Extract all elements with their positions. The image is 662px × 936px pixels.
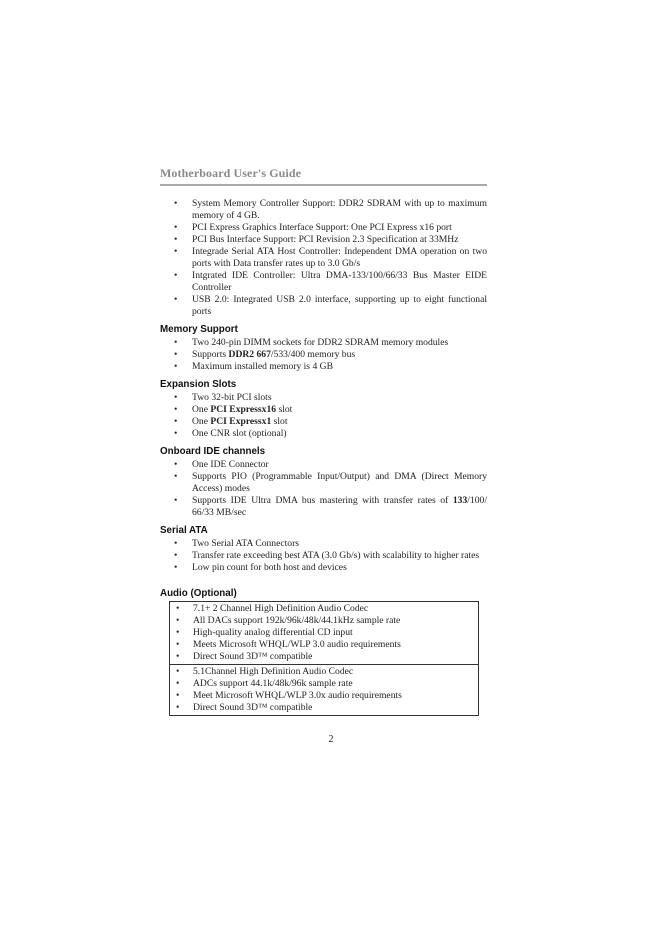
bullet-icon: • [174,270,178,281]
list-item [160,550,487,562]
list-item-text: Supports [192,349,229,360]
list-item [170,627,474,639]
section-title-ide: Onboard IDE channels [160,446,266,457]
list-item-text: One IDE Connector [192,459,269,470]
expansion-list [160,392,487,440]
list-item-text: Two Serial ATA Connectors [192,538,300,549]
section-title-expansion: Expansion Slots [160,379,237,390]
list-item [160,198,487,222]
list-item-text: System Memory Controller Support: DDR2 SDRAM with up to maximum memory of 4 GB. [192,198,487,221]
list-item [160,361,487,373]
audio-group-7-1 [170,602,478,664]
list-item-text: PCI Bus Interface Support: PCI Revision 2.3 Specification at 33MHz [192,234,459,245]
page-number: 2 [328,734,334,745]
list-item [170,603,474,615]
list-item [170,666,474,678]
list-item [170,651,474,663]
list-item-emphasis: DDR2 667 [228,349,271,360]
list-item-text: One [192,404,211,415]
list-item [160,392,487,404]
list-item [160,459,487,471]
list-item [160,471,487,495]
audio-list [170,666,474,714]
list-item-text: slot [276,404,293,415]
list-item [170,702,474,714]
intro-list [160,198,487,318]
bullet-icon: • [174,337,178,348]
list-item-text: Supports PIO (Programmable Input/Output) and DMA (Direct Memory Access) modes [192,471,487,494]
list-item [160,246,487,270]
list-item [160,538,487,550]
bullet-icon: • [176,603,180,614]
bullet-icon: • [176,639,180,650]
list-item-text: USB 2.0: Integrated USB 2.0 interface, supporting up to eight functional ports [192,294,487,317]
list-item-text: Integrade Serial ATA Host Controller: Independent DMA operation on two ports with Data transfer rates up to 3.0 Gb/s [192,246,487,269]
list-item-text: Supports IDE Ultra DMA bus mastering with transfer rates of [192,495,453,506]
list-item-text: ADCs support 44.1k/48k/96k sample rate [193,678,353,689]
page-content [160,198,487,716]
list-item [160,222,487,234]
bullet-icon: • [174,392,178,403]
list-item-text: Low pin count for both host and devices [192,562,347,573]
list-item [160,270,487,294]
list-item-text: Transfer rate exceeding best ATA (3.0 Gb/s) with scalability to higher rates [192,550,480,561]
audio-table [169,601,479,716]
bullet-icon: • [174,471,178,482]
list-item-text: PCI Express Graphics Interface Support: One PCI Express x16 port [192,222,452,233]
list-item-text: 7.1+ 2 Channel High Definition Audio Codec [193,603,369,614]
bullet-icon: • [174,428,178,439]
list-item-text: /100/ 66/33 MB/sec [192,495,487,518]
bullet-icon: • [174,246,178,257]
list-item-text: High-quality analog differential CD input [193,627,353,638]
bullet-icon: • [174,459,178,470]
bullet-icon: • [176,651,180,662]
bullet-icon: • [174,538,178,549]
list-item [170,639,474,651]
list-item-text: /533/400 memory bus [270,349,356,360]
list-item-text: Two 240-pin DIMM sockets for DDR2 SDRAM memory modules [192,337,449,348]
bullet-icon: • [174,361,178,372]
section-title-audio: Audio (Optional) [160,588,237,599]
bullet-icon: • [174,222,178,233]
page-header [160,166,487,186]
list-item-emphasis: 133 [452,495,468,506]
memory-list [160,337,487,373]
list-item [160,404,487,416]
list-item [160,495,487,519]
list-item-emphasis: PCI Expressx16 [210,404,277,415]
list-item-text: Meets Microsoft WHQL/WLP 3.0 audio requirements [193,639,401,650]
bullet-icon: • [174,404,178,415]
list-item-text: Intgrated IDE Controller: Ultra DMA-133/100/66/33 Bus Master EIDE Controller [192,270,487,293]
bullet-icon: • [174,495,178,506]
audio-group-5-1 [170,664,478,715]
list-item-text: Two 32-bit PCI slots [192,392,272,403]
list-item-text: 5.1Channel High Definition Audio Codec [193,666,354,677]
bullet-icon: • [174,294,178,305]
ide-list [160,459,487,519]
bullet-icon: • [176,615,180,626]
section-title-sata: Serial ATA [160,525,208,536]
list-item [160,234,487,246]
list-item-emphasis: PCI Expressx1 [210,416,272,427]
bullet-icon: • [176,666,180,677]
bullet-icon: • [174,349,178,360]
bullet-icon: • [176,702,180,713]
bullet-icon: • [174,416,178,427]
list-item-text: Direct Sound 3D™ compatible [193,651,313,662]
list-item [160,562,487,574]
header-title: Motherboard User's Guide [160,166,302,180]
list-item [170,615,474,627]
section-title-memory: Memory Support [160,324,238,335]
list-item [160,294,487,318]
list-item-text: Meet Microsoft WHQL/WLP 3.0x audio requirements [193,690,402,701]
list-item [160,428,487,440]
sata-list [160,538,487,574]
bullet-icon: • [174,550,178,561]
bullet-icon: • [174,234,178,245]
list-item-text: Maximum installed memory is 4 GB [192,361,333,372]
list-item-text: One CNR slot (optional) [192,428,287,439]
bullet-icon: • [176,678,180,689]
list-item-text: slot [271,416,288,427]
list-item [170,690,474,702]
list-item-text: One [192,416,211,427]
bullet-icon: • [174,562,178,573]
bullet-icon: • [174,198,178,209]
bullet-icon: • [176,627,180,638]
list-item-text: Direct Sound 3D™ compatible [193,702,313,713]
list-item [170,678,474,690]
list-item [160,337,487,349]
list-item [160,349,487,361]
list-item [160,416,487,428]
header-rule [160,184,487,186]
audio-list [170,603,474,663]
bullet-icon: • [176,690,180,701]
list-item-text: All DACs support 192k/96k/48k/44.1kHz sample rate [193,615,401,626]
